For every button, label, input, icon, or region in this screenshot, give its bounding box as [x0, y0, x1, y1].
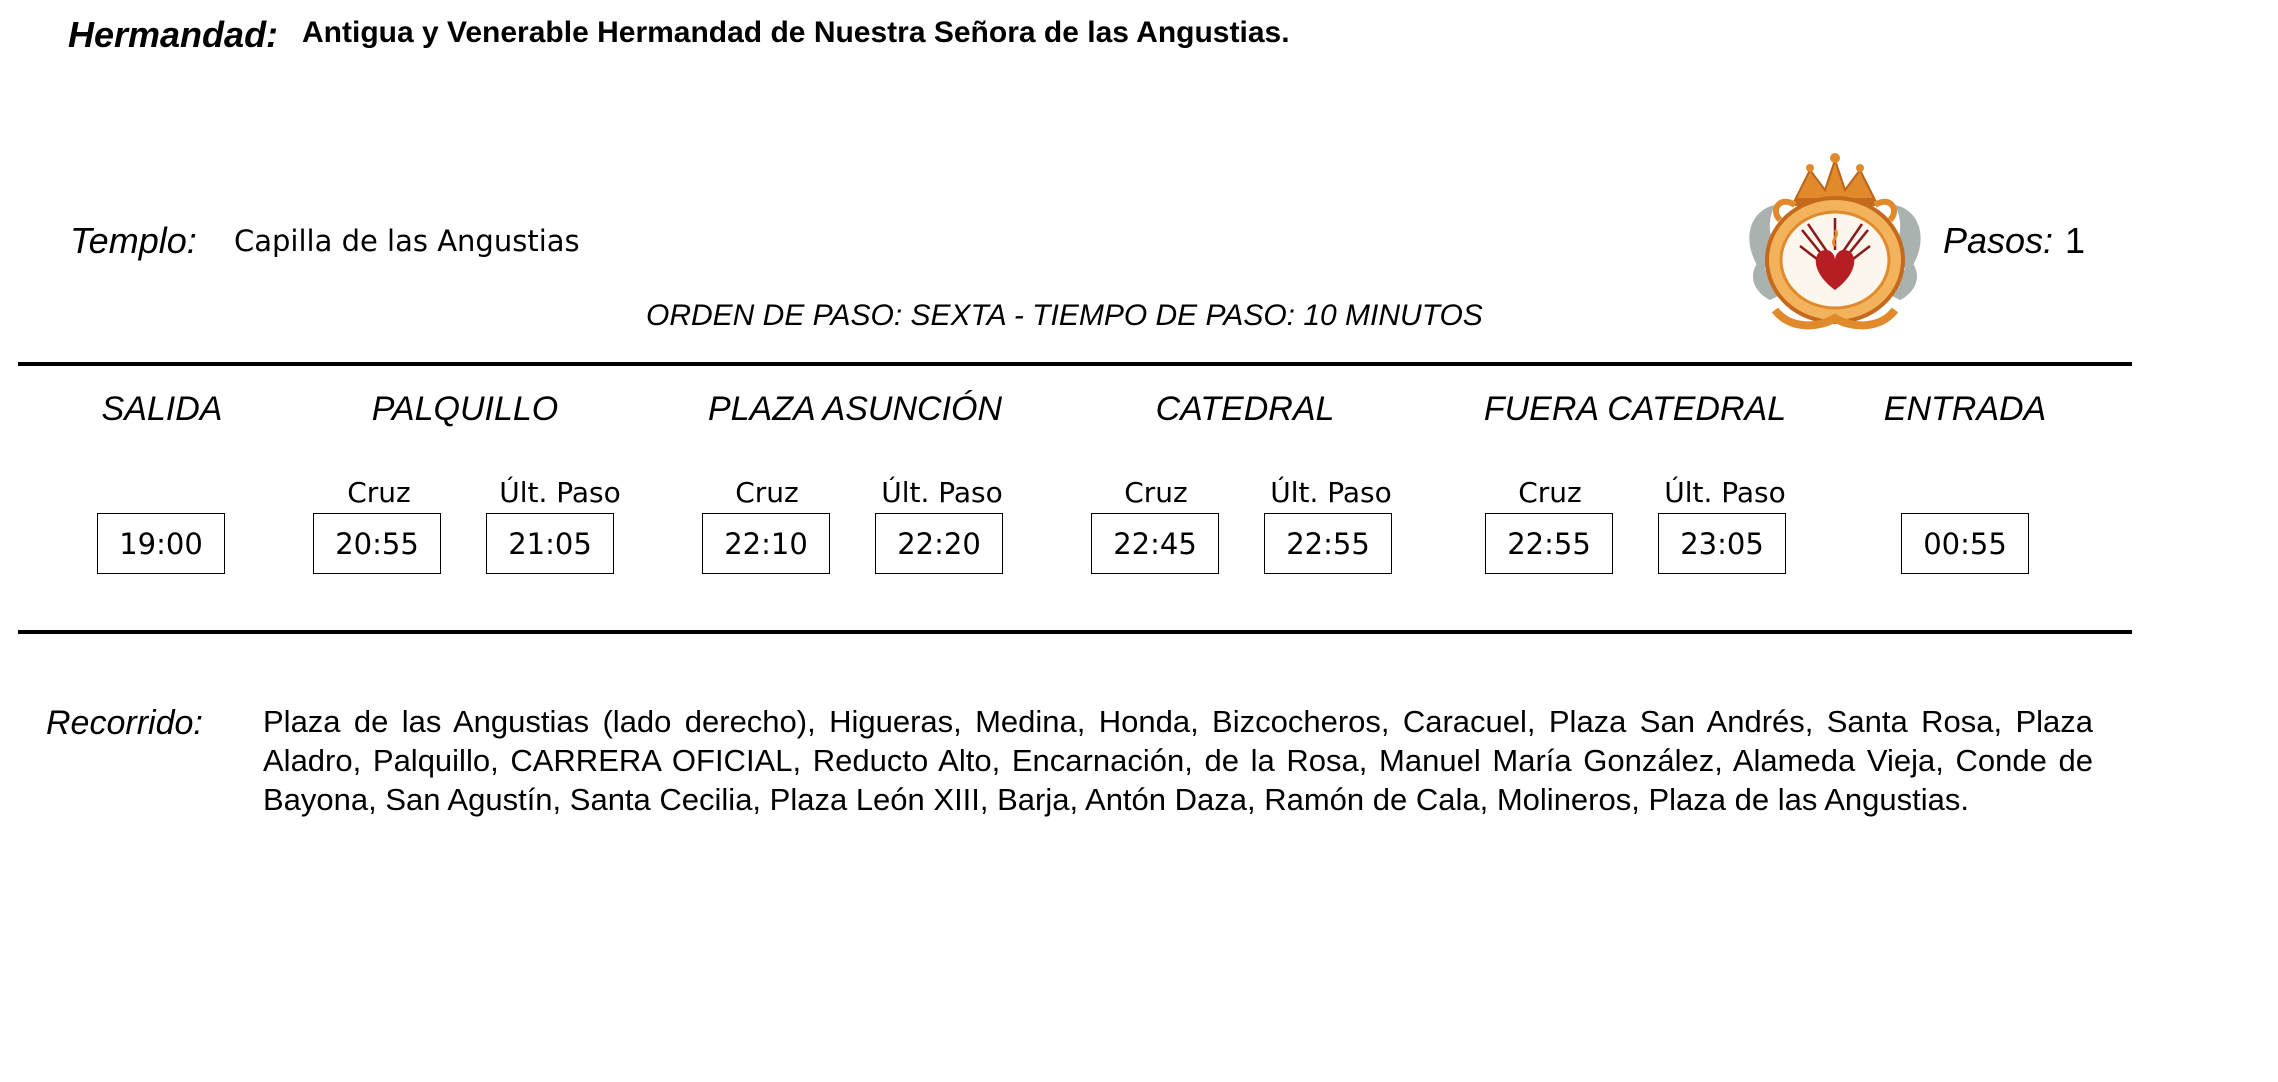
entrada-heading: ENTRADA: [1883, 390, 2047, 428]
fuera-cruz-label: Cruz: [1518, 476, 1582, 509]
fuera-paso-label: Últ. Paso: [1664, 476, 1786, 509]
catedral-cruz-time: 22:45: [1091, 513, 1219, 574]
plaza-asuncion-heading: PLAZA ASUNCIÓN: [707, 390, 1003, 428]
plaza-cruz-time: 22:10: [702, 513, 830, 574]
palquillo-heading: PALQUILLO: [371, 390, 559, 428]
crest-emblem-icon: [1740, 150, 1930, 335]
orden-de-paso: ORDEN DE PASO: SEXTA - TIEMPO DE PASO: 10 MINUTOS: [646, 299, 1483, 332]
catedral-paso-time: 22:55: [1264, 513, 1392, 574]
catedral-cruz-label: Cruz: [1124, 476, 1188, 509]
hermandad-name: Antigua y Venerable Hermandad de Nuestra Señora de las Angustias.: [302, 16, 1290, 49]
salida-heading: SALIDA: [101, 390, 223, 428]
catedral-heading: CATEDRAL: [1155, 390, 1335, 428]
pasos-value: 1: [2065, 220, 2086, 261]
palquillo-paso-label: Últ. Paso: [499, 476, 621, 509]
bottom-rule: [18, 630, 2132, 634]
fuera-catedral-heading: FUERA CATEDRAL: [1483, 390, 1787, 428]
templo-value: Capilla de las Angustias: [234, 224, 580, 258]
top-rule: [18, 362, 2132, 366]
templo-label: Templo:: [70, 220, 197, 261]
fuera-paso-time: 23:05: [1658, 513, 1786, 574]
palquillo-cruz-label: Cruz: [347, 476, 411, 509]
pasos-label: Pasos:: [1943, 220, 2054, 261]
hermandad-label: Hermandad:: [68, 14, 279, 55]
entrada-time: 00:55: [1901, 513, 2029, 574]
recorrido-text: Plaza de las Angustias (lado derecho), Higueras, Medina, Honda, Bizcocheros, Caracuel, Plaza San Andrés, Santa Rosa, Plaza Aladro, Palquillo, CARRERA OFICIAL, Reducto Alto, Encarnación, de la Rosa, Manuel María González, Alameda Vieja, Conde de Bayona, San Agustín, Santa Cecilia, Plaza León XIII, Barja, Antón Daza, Ramón de Cala, Molineros, Plaza de las Angustias.: [263, 704, 2093, 817]
plaza-paso-time: 22:20: [875, 513, 1003, 574]
plaza-paso-label: Últ. Paso: [881, 476, 1003, 509]
plaza-cruz-label: Cruz: [735, 476, 799, 509]
palquillo-paso-time: 21:05: [486, 513, 614, 574]
recorrido-label: Recorrido:: [46, 704, 203, 742]
salida-time: 19:00: [97, 513, 225, 574]
catedral-paso-label: Últ. Paso: [1270, 476, 1392, 509]
palquillo-cruz-time: 20:55: [313, 513, 441, 574]
fuera-cruz-time: 22:55: [1485, 513, 1613, 574]
